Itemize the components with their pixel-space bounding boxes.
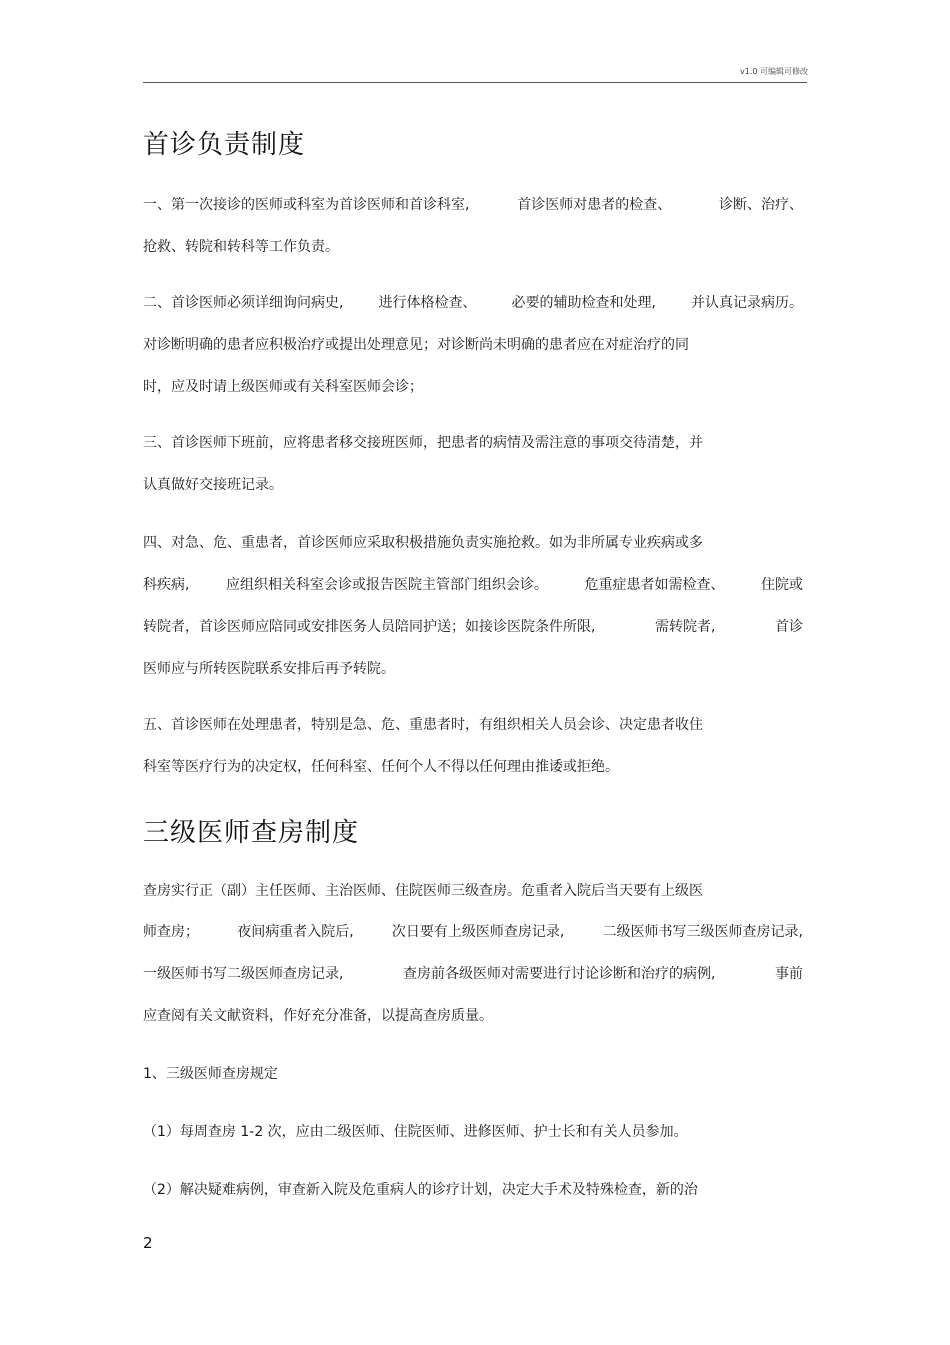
text-line: （1）每周查房 1-2 次，应由二级医师、住院医师、进修医师、护士长和有关人员参加。 — [143, 1124, 688, 1140]
text-segment: 一、第一次接诊的医师或科室为首诊医师和首诊科室, — [143, 197, 470, 213]
text-line — [143, 616, 803, 636]
text-line — [143, 194, 803, 214]
text-line — [143, 574, 803, 594]
text-line: 对诊断明确的患者应积极治疗或提出处理意见；对诊断尚未明确的患者应在对症治疗的同 — [143, 337, 689, 353]
text-segment: 科疾病, — [143, 577, 190, 593]
text-segment: 师查房； — [143, 924, 199, 940]
text-line: 三、首诊医师下班前，应将患者移交接班医师，把患者的病情及需注意的事项交待清楚，并 — [143, 435, 703, 451]
text-segment: 需转院者, — [655, 619, 716, 635]
text-line: 1、三级医师查房规定 — [143, 1066, 278, 1082]
text-segment: 首诊医师对患者的检查、 — [517, 197, 672, 213]
section-title: 首诊负责制度 — [143, 130, 306, 160]
text-segment: 应组织相关科室会诊或报告医院主管部门组织会诊。 — [225, 577, 548, 593]
text-line: 时，应及时请上级医师或有关科室医师会诊； — [143, 379, 423, 395]
text-line: 查房实行正（副）主任医师、主治医师、住院医师三级查房。危重者入院后当天要有上级医 — [143, 883, 703, 899]
text-line — [143, 292, 803, 312]
text-line: 四、对急、危、重患者，首诊医师应采取积极措施负责实施抢救。如为非所属专业疾病或多 — [143, 535, 703, 551]
page-number: 2 — [143, 1234, 153, 1252]
text-line: 五、首诊医师在处理患者，特别是急、危、重患者时，有组织相关人员会诊、决定患者收住 — [143, 717, 703, 733]
text-segment: 查房前各级医师对需要进行讨论诊断和治疗的病例, — [403, 966, 716, 982]
text-segment: 夜间病重者入院后, — [237, 924, 354, 940]
text-segment: 首诊 — [775, 619, 803, 635]
header-rule — [143, 82, 807, 83]
text-segment: 次日要有上级医师查房记录, — [391, 924, 565, 940]
section-title: 三级医师查房制度 — [143, 818, 360, 848]
text-segment: 二、首诊医师必须详细询问病史, — [143, 295, 344, 311]
text-segment: 并认真记录病历。 — [691, 295, 803, 311]
text-line: 应查阅有关文献资料，作好充分准备，以提高查房质量。 — [143, 1008, 493, 1024]
text-line: 抢救、转院和转科等工作负责。 — [143, 239, 339, 255]
text-segment: 二级医师书写三级医师查房记录, — [602, 924, 803, 940]
version-label: v1.0 可编辑可修改 — [740, 67, 808, 76]
text-segment: 一级医师书写二级医师查房记录, — [143, 966, 344, 982]
text-segment: 进行体格检查、 — [378, 295, 477, 311]
text-segment: 必要的辅助检查和处理, — [511, 295, 656, 311]
text-segment: 事前 — [775, 966, 803, 982]
text-segment: 转院者，首诊医师应陪同或安排医务人员陪同护送；如接诊医院条件所限, — [143, 619, 596, 635]
text-line — [143, 921, 803, 941]
text-line — [143, 963, 803, 983]
text-segment: 住院或 — [761, 577, 803, 593]
text-line: 认真做好交接班记录。 — [143, 477, 283, 493]
text-line: （2）解决疑难病例，审查新入院及危重病人的诊疗计划，决定大手术及特殊检查，新的治 — [143, 1182, 698, 1198]
text-line: 医师应与所转医院联系安排后再予转院。 — [143, 661, 395, 677]
text-segment: 危重症患者如需检查、 — [584, 577, 725, 593]
text-segment: 诊断、治疗、 — [718, 197, 803, 213]
text-line: 科室等医疗行为的决定权，任何科室、任何个人不得以任何理由推诿或拒绝。 — [143, 759, 619, 775]
